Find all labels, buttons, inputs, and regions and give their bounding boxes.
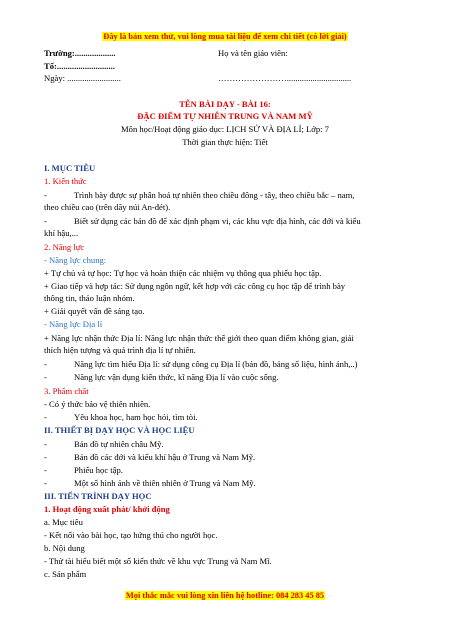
content-label: b. Nội dung bbox=[44, 543, 85, 553]
teacher-name-dots: …………………….............................. bbox=[218, 73, 352, 83]
knowledge-item-2-cont: khí hậu,... bbox=[44, 228, 79, 238]
top-banner bbox=[0, 31, 450, 42]
general-competence-3: + Giải quyết vấn đề sáng tạo. bbox=[44, 306, 145, 316]
objective-text: - Kết nối vào bài học, tạo hứng thú cho người học. bbox=[44, 530, 218, 540]
top-banner-text: Đây là bản xem thử, vui lòng mua tài liệu để xem chi tiết (có lời giải) bbox=[103, 32, 347, 41]
bottom-banner bbox=[0, 590, 450, 601]
subject-line: Môn học/Hoạt động giáo dục: LỊCH SỬ VÀ ĐỊA LÍ; Lớp: 7 bbox=[121, 124, 329, 134]
bottom-banner-text: Mọi thắc mắc vui lòng xin liên hệ hotline: 084 283 45 85 bbox=[125, 591, 325, 600]
objective-label: a. Mục tiêu bbox=[44, 517, 83, 527]
date-field: Ngày: ......................... bbox=[44, 73, 121, 83]
activity-1-heading: 1. Hoạt động xuất phát/ khởi động bbox=[44, 504, 170, 514]
geography-competence-1: + Năng lực nhận thức Địa lí: Năng lực nhận thức thế giới theo quan điểm không gian, giải bbox=[44, 333, 354, 343]
general-competence-heading: - Năng lực chung: bbox=[44, 255, 107, 265]
qualities-heading: 3. Phẩm chất bbox=[44, 386, 89, 396]
section-2-heading: II. THIẾT BỊ DẠY HỌC VÀ HỌC LIỆU bbox=[44, 425, 195, 435]
geography-competence-heading: - Năng lực Địa lí bbox=[44, 319, 103, 329]
geography-competence-1-cont: thích hiện tượng và quá trình địa lí tự nhiên. bbox=[44, 345, 196, 355]
content-text: - Thử tài hiểu biết một số kiến thức về khu vực Trung và Nam Mĩ. bbox=[44, 556, 272, 566]
teacher-name-label: Họ và tên giáo viên: bbox=[218, 48, 288, 58]
product-label: c. Sản phẩm bbox=[44, 569, 87, 579]
section-1-heading: I. MỤC TIÊU bbox=[44, 163, 96, 173]
knowledge-item-1-cont: theo chiều cao (trên dãy núi An-đét). bbox=[44, 202, 171, 212]
competence-heading: 2. Năng lực bbox=[44, 242, 85, 252]
lesson-title-line2: ĐẶC ĐIỂM TỰ NHIÊN TRUNG VÀ NAM MỸ bbox=[137, 111, 313, 121]
general-competence-2-cont: thông tin, thảo luận nhóm. bbox=[44, 293, 135, 303]
general-competence-1: + Tự chủ và tự học: Tự học và hoàn thiện các nhiệm vụ thông qua phiếu học tập. bbox=[44, 268, 322, 278]
school-field: Trường:................... bbox=[44, 48, 116, 58]
section-3-heading: III. TIẾN TRÌNH DẠY HỌC bbox=[44, 491, 152, 501]
group-field: Tổ:........................... bbox=[44, 61, 115, 71]
quality-1: - Có ý thức bảo vệ thiên nhiên. bbox=[44, 399, 151, 409]
general-competence-2: + Giao tiếp và hợp tác: Sử dụng ngôn ngữ, kết hợp với các công cụ học tập để trình bày bbox=[44, 281, 346, 291]
time-line: Thời gian thực hiện: Tiết bbox=[182, 137, 268, 147]
lesson-title-line1: TÊN BÀI DẠY - BÀI 16: bbox=[179, 99, 271, 109]
knowledge-heading: 1. Kiến thức bbox=[44, 176, 87, 186]
